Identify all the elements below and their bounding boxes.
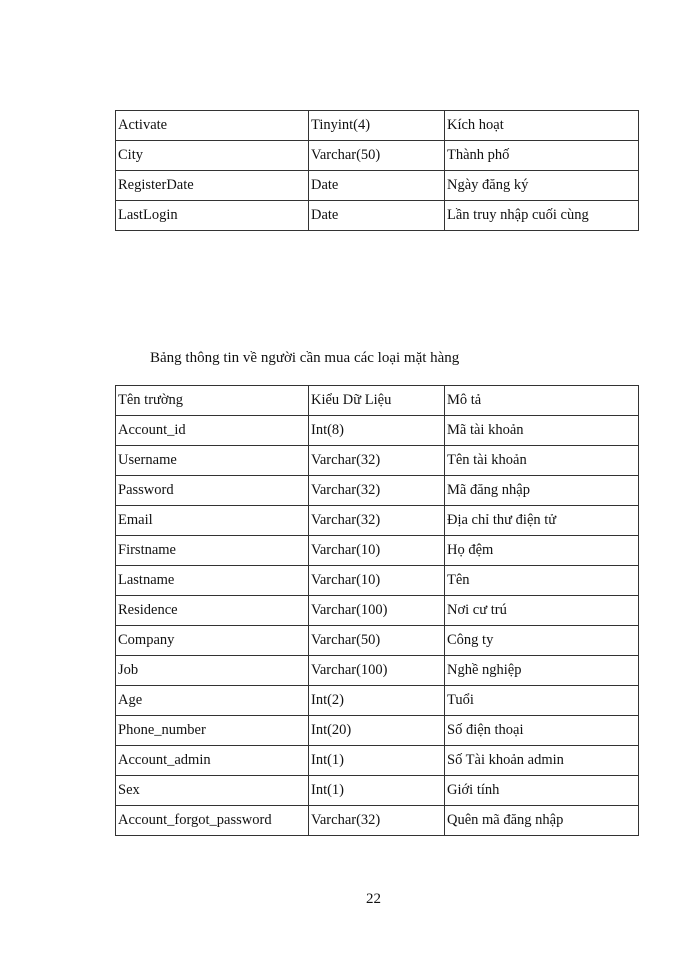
description-cell: Thành phố (445, 141, 639, 171)
page-number: 22 (366, 891, 381, 907)
field-name-cell: Company (116, 626, 309, 656)
table-row (116, 806, 639, 836)
data-type-cell: Tinyint(4) (309, 111, 445, 141)
data-type-cell: Date (309, 171, 445, 201)
description-cell: Số điện thoại (445, 716, 639, 746)
field-name-cell: Phone_number (116, 716, 309, 746)
description-cell: Kích hoạt (445, 111, 639, 141)
description-cell: Nơi cư trú (445, 596, 639, 626)
table-row (116, 776, 639, 806)
description-cell: Quên mã đăng nhập (445, 806, 639, 836)
table-row (116, 111, 639, 141)
table-row (116, 476, 639, 506)
column-header-description: Mô tả (445, 386, 639, 416)
data-type-cell: Varchar(10) (309, 536, 445, 566)
table-row (116, 716, 639, 746)
field-name-cell: Sex (116, 776, 309, 806)
description-cell: Địa chỉ thư điện tử (445, 506, 639, 536)
field-name-cell: Username (116, 446, 309, 476)
description-cell: Nghề nghiệp (445, 656, 639, 686)
field-name-cell: Account_id (116, 416, 309, 446)
table-row (116, 746, 639, 776)
data-type-cell: Varchar(50) (309, 141, 445, 171)
data-type-cell: Varchar(10) (309, 566, 445, 596)
data-type-cell: Int(8) (309, 416, 445, 446)
field-table-2 (115, 385, 639, 836)
data-type-cell: Int(1) (309, 746, 445, 776)
field-name-cell: Account_forgot_password (116, 806, 309, 836)
field-name-cell: Password (116, 476, 309, 506)
column-header-field-name: Tên trường (116, 386, 309, 416)
description-cell: Mã đăng nhập (445, 476, 639, 506)
description-cell: Tuổi (445, 686, 639, 716)
table-caption: Bảng thông tin về người cần mua các loại mặt hàng (150, 350, 460, 366)
field-name-cell: Email (116, 506, 309, 536)
table-row (116, 536, 639, 566)
data-type-cell: Varchar(32) (309, 446, 445, 476)
table-row (116, 686, 639, 716)
data-type-cell: Date (309, 201, 445, 231)
field-name-cell: Lastname (116, 566, 309, 596)
description-cell: Mã tài khoản (445, 416, 639, 446)
data-type-cell: Varchar(32) (309, 476, 445, 506)
table-row (116, 446, 639, 476)
field-name-cell: RegisterDate (116, 171, 309, 201)
description-cell: Lần truy nhập cuối cùng (445, 201, 639, 231)
column-header-data-type: Kiểu Dữ Liệu (309, 386, 445, 416)
table-row (116, 626, 639, 656)
table-row (116, 566, 639, 596)
field-name-cell: City (116, 141, 309, 171)
data-type-cell: Int(2) (309, 686, 445, 716)
data-type-cell: Varchar(100) (309, 596, 445, 626)
description-cell: Ngày đăng ký (445, 171, 639, 201)
field-name-cell: Activate (116, 111, 309, 141)
table-row (116, 201, 639, 231)
field-name-cell: Residence (116, 596, 309, 626)
data-type-cell: Int(20) (309, 716, 445, 746)
table-row (116, 506, 639, 536)
data-type-cell: Varchar(32) (309, 506, 445, 536)
field-name-cell: Account_admin (116, 746, 309, 776)
data-type-cell: Varchar(100) (309, 656, 445, 686)
description-cell: Số Tài khoản admin (445, 746, 639, 776)
field-table-1 (115, 110, 639, 231)
table-row (116, 596, 639, 626)
description-cell: Giới tính (445, 776, 639, 806)
table-row (116, 416, 639, 446)
field-name-cell: Firstname (116, 536, 309, 566)
description-cell: Công ty (445, 626, 639, 656)
description-cell: Họ đệm (445, 536, 639, 566)
data-type-cell: Varchar(32) (309, 806, 445, 836)
table-header-row (116, 386, 639, 416)
description-cell: Tên (445, 566, 639, 596)
table-row (116, 656, 639, 686)
data-type-cell: Varchar(50) (309, 626, 445, 656)
field-name-cell: Job (116, 656, 309, 686)
description-cell: Tên tài khoản (445, 446, 639, 476)
field-name-cell: Age (116, 686, 309, 716)
field-name-cell: LastLogin (116, 201, 309, 231)
table-row (116, 141, 639, 171)
table-row (116, 171, 639, 201)
data-type-cell: Int(1) (309, 776, 445, 806)
